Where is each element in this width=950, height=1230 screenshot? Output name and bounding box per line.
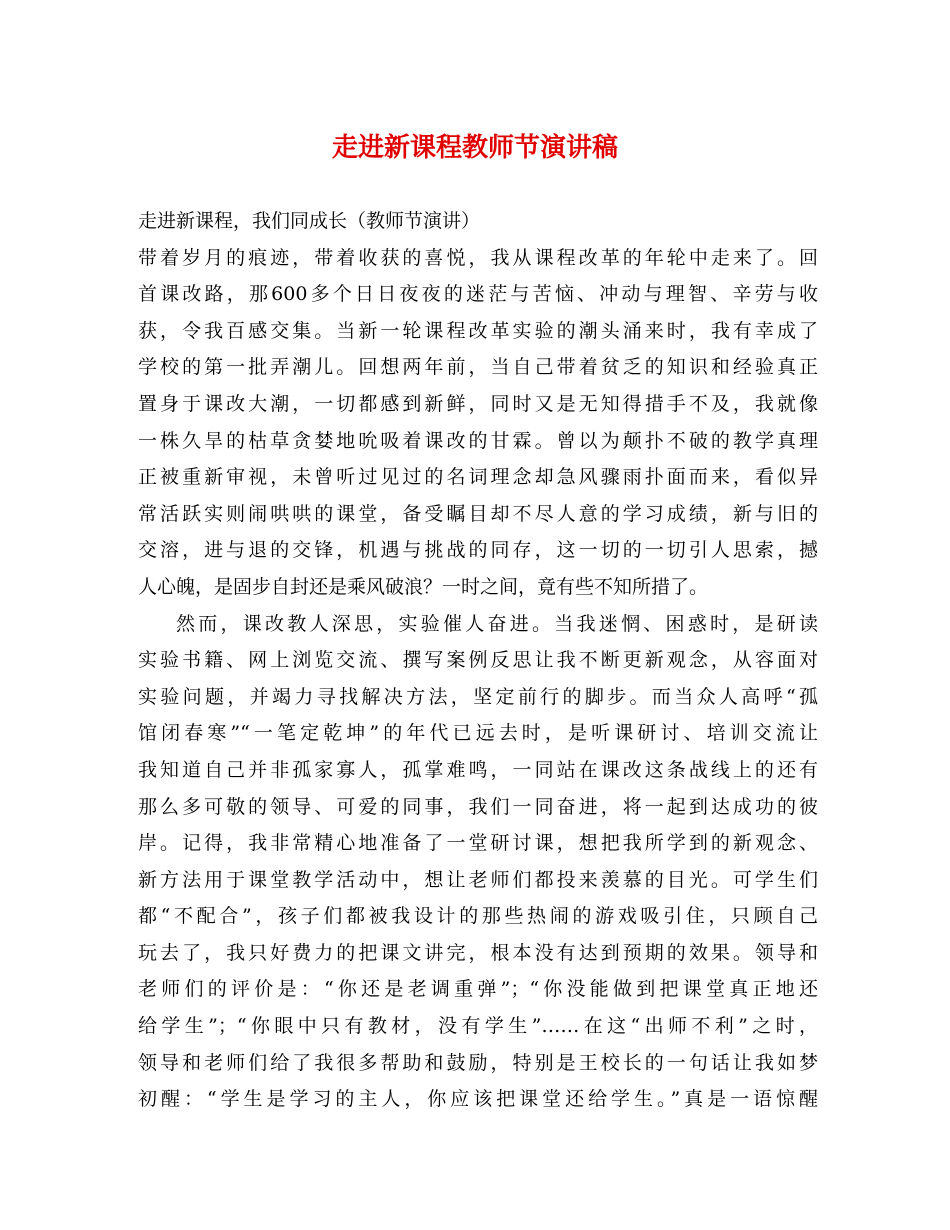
- body-line: 给学生”；“你眼中只有教材，没有学生”……在这“出师不利”之时，: [138, 1015, 818, 1038]
- body-line: 实验问题，并竭力寻找解决方法，坚定前行的脚步。而当众人高呼“孤: [138, 685, 818, 708]
- body-line: 学校的第一批弄潮儿。回想两年前，当自己带着贫乏的知识和经验真正: [138, 356, 818, 379]
- body-line: 实验书籍、网上浏览交流、撰写案例反思让我不断更新观念，从容面对: [138, 649, 818, 672]
- body-line: 人心魄，是固步自封还是乘风破浪？一时之间，竟有些不知所措了。: [138, 575, 709, 598]
- body-line: 领导和老师们给了我很多帮助和鼓励，特别是王校长的一句话让我如梦: [138, 1051, 818, 1074]
- body-line: 置身于课改大潮，一切都感到新鲜，同时又是无知得措手不及，我就像: [138, 392, 818, 415]
- document-title: 走进新课程教师节演讲稿: [331, 133, 618, 163]
- body-line: 走进新课程，我们同成长（教师节演讲）: [138, 210, 481, 232]
- body-line: 然而，课改教人深思，实验催人奋进。当我迷惘、困惑时，是研读: [176, 612, 818, 635]
- body-line: 一株久旱的枯草贪婪地吮吸着课改的甘霖。曾以为颠扑不破的教学真理: [138, 429, 818, 452]
- body-line: 交溶，进与退的交锋，机遇与挑战的同存，这一切的一切引人思索，撼: [138, 539, 818, 562]
- body-line: 玩去了，我只好费力的把课文讲完，根本没有达到预期的效果。领导和: [138, 941, 818, 964]
- body-line: 都“不配合”，孩子们都被我设计的那些热闹的游戏吸引住，只顾自己: [138, 905, 818, 928]
- body-line: 馆闭春寒”“一笔定乾坤”的年代已远去时，是听课研讨、培训交流让: [138, 722, 818, 745]
- body-line: 岸。记得，我非常精心地准备了一堂研讨课，想把我所学到的新观念、: [138, 832, 818, 855]
- body-line: 首课改路，那600多个日日夜夜的迷茫与苦恼、冲动与理智、辛劳与收: [138, 283, 818, 306]
- body-line: 初醒：“学生是学习的主人，你应该把课堂还给学生。”真是一语惊醒: [138, 1088, 818, 1111]
- body-line: 获，令我百感交集。当新一轮课程改革实验的潮头涌来时，我有幸成了: [138, 319, 818, 342]
- body-line: 我知道自己并非孤家寡人，孤掌难鸣，一同站在课改这条战线上的还有: [138, 758, 818, 781]
- body-line: 那么多可敬的领导、可爱的同事，我们一同奋进，将一起到达成功的彼: [138, 795, 818, 818]
- document-body: [138, 203, 818, 1118]
- body-line: 正被重新审视，未曾听过见过的名词理念却急风骤雨扑面而来，看似异: [138, 466, 818, 489]
- body-line: 常活跃实则闹哄哄的课堂，备受瞩目却不尽人意的学习成绩，新与旧的: [138, 502, 818, 525]
- body-line: 老师们的评价是：“你还是老调重弹”；“你没能做到把课堂真正地还: [138, 978, 818, 1001]
- body-line: 带着岁月的痕迹，带着收获的喜悦，我从课程改革的年轮中走来了。回: [138, 246, 818, 269]
- body-line: 新方法用于课堂教学活动中，想让老师们都投来羡慕的目光。可学生们: [138, 868, 818, 891]
